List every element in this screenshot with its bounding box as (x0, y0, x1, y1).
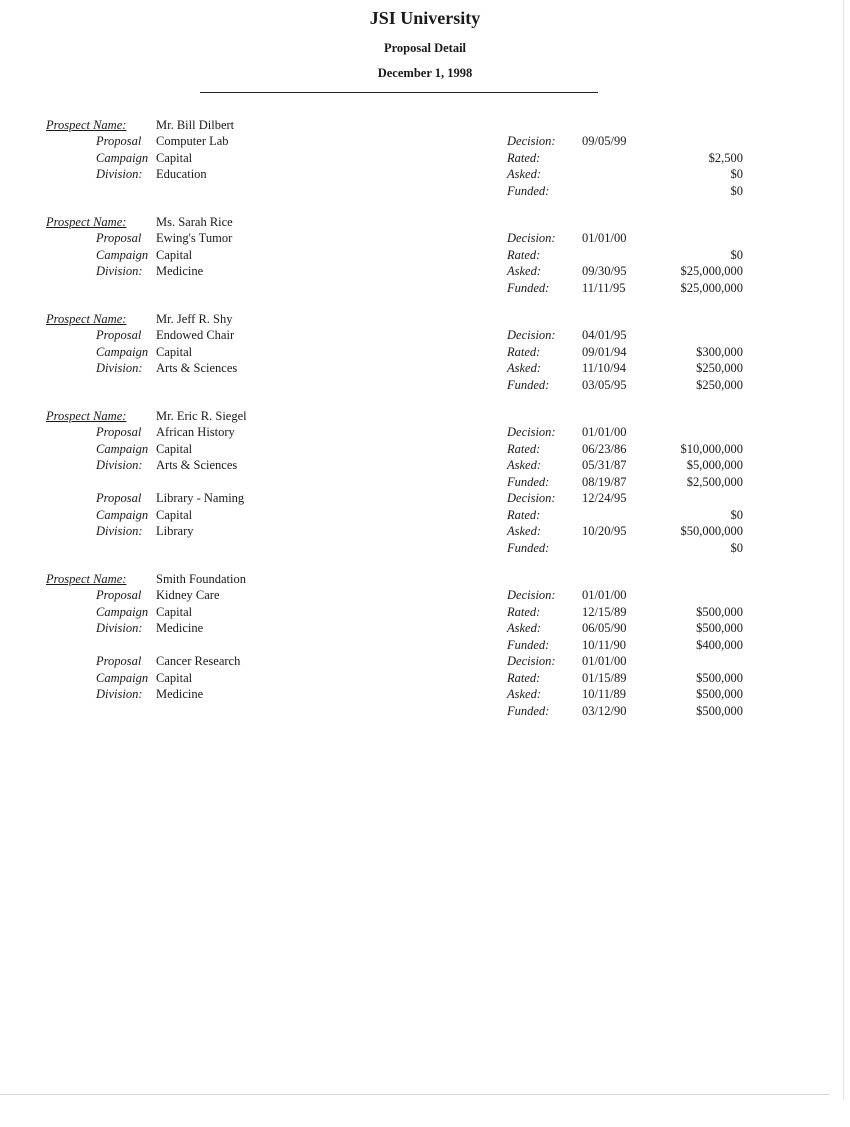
report-title: JSI University (369, 8, 481, 28)
proposal-label: Proposal (96, 134, 142, 149)
proposal-name: Endowed Chair (156, 328, 235, 343)
proposal-name: Ewing's Tumor (156, 231, 233, 246)
funded-amount: $25,000,000 (680, 280, 743, 295)
page-bottom-line (0, 1094, 830, 1095)
report-date: December 1, 1998 (377, 66, 473, 80)
division-label: Division: (96, 524, 143, 539)
rated-label: Rated: (507, 150, 541, 165)
campaign-label: Campaign (96, 441, 149, 456)
asked-date: 09/30/95 (582, 264, 627, 279)
decision-date: 01/01/00 (582, 425, 627, 440)
campaign-value: Capital (156, 344, 193, 359)
decision-label: Decision: (507, 491, 556, 506)
asked-amount: $250,000 (696, 361, 743, 376)
asked-label: Asked: (507, 687, 542, 702)
decision-date: 04/01/95 (582, 328, 627, 343)
division-label: Division: (96, 361, 143, 376)
campaign-value: Capital (156, 441, 193, 456)
rated-label: Rated: (507, 344, 541, 359)
page-edge-line (843, 0, 844, 1100)
decision-label: Decision: (507, 328, 556, 343)
division-value: Medicine (156, 687, 204, 702)
division-value: Medicine (156, 621, 204, 636)
decision-date: 09/05/99 (582, 134, 627, 149)
rated-date: 06/23/86 (582, 441, 627, 456)
proposal-label: Proposal (96, 231, 142, 246)
proposal-label: Proposal (96, 491, 142, 506)
proposal-name: African History (156, 425, 235, 440)
funded-date: 03/05/95 (582, 377, 627, 392)
funded-label: Funded: (507, 377, 550, 392)
prospect-name-label: Prospect Name: (46, 409, 127, 423)
proposal-label: Proposal (96, 654, 142, 669)
asked-amount: $500,000 (696, 621, 743, 636)
asked-amount: $50,000,000 (680, 524, 743, 539)
division-value: Medicine (156, 264, 204, 279)
funded-amount: $0 (730, 183, 743, 198)
decision-label: Decision: (507, 588, 556, 603)
funded-label: Funded: (507, 474, 550, 489)
division-value: Arts & Sciences (156, 361, 238, 376)
funded-amount: $250,000 (696, 377, 743, 392)
campaign-value: Capital (156, 150, 193, 165)
division-label: Division: (96, 621, 143, 636)
funded-label: Funded: (507, 540, 550, 555)
rated-amount: $500,000 (696, 604, 743, 619)
asked-label: Asked: (507, 167, 542, 182)
funded-date: 03/12/90 (582, 703, 627, 718)
prospect-name-label: Prospect Name: (46, 312, 127, 326)
proposal-name: Cancer Research (156, 654, 241, 669)
division-value: Library (156, 524, 194, 539)
rated-amount: $10,000,000 (680, 441, 743, 456)
asked-amount: $25,000,000 (680, 264, 743, 279)
asked-amount: $5,000,000 (686, 458, 743, 473)
decision-date: 12/24/95 (582, 491, 627, 506)
prospect-name-label: Prospect Name: (46, 215, 127, 229)
asked-label: Asked: (507, 361, 542, 376)
decision-label: Decision: (507, 425, 556, 440)
report-subtitle: Proposal Detail (383, 41, 467, 55)
funded-amount: $500,000 (696, 703, 743, 718)
decision-label: Decision: (507, 654, 556, 669)
prospect-name-label: Prospect Name: (46, 118, 127, 132)
asked-label: Asked: (507, 621, 542, 636)
campaign-label: Campaign (96, 344, 149, 359)
rated-label: Rated: (507, 604, 541, 619)
division-label: Division: (96, 458, 143, 473)
decision-date: 01/01/00 (582, 231, 627, 246)
funded-date: 10/11/90 (582, 637, 626, 652)
asked-date: 10/11/89 (582, 687, 626, 702)
division-label: Division: (96, 167, 143, 182)
decision-label: Decision: (507, 231, 556, 246)
proposal-label: Proposal (96, 588, 142, 603)
rated-date: 01/15/89 (582, 670, 627, 685)
proposal-name: Library - Naming (156, 491, 245, 506)
asked-date: 10/20/95 (582, 524, 627, 539)
campaign-label: Campaign (96, 247, 149, 262)
prospect-name: Smith Foundation (156, 572, 246, 586)
campaign-value: Capital (156, 507, 193, 522)
prospect-name-label: Prospect Name: (46, 572, 127, 586)
rated-label: Rated: (507, 670, 541, 685)
rated-label: Rated: (507, 507, 541, 522)
asked-amount: $0 (730, 167, 743, 182)
decision-date: 01/01/00 (582, 588, 627, 603)
rated-amount: $300,000 (696, 344, 743, 359)
campaign-value: Capital (156, 247, 193, 262)
rated-label: Rated: (507, 441, 541, 456)
asked-date: 06/05/90 (582, 621, 627, 636)
rated-amount: $2,500 (708, 150, 743, 165)
rated-amount: $0 (730, 247, 743, 262)
asked-label: Asked: (507, 264, 542, 279)
campaign-label: Campaign (96, 604, 149, 619)
rated-date: 12/15/89 (582, 604, 627, 619)
prospect-name: Ms. Sarah Rice (156, 215, 233, 229)
division-value: Education (156, 167, 207, 182)
prospect-name: Mr. Bill Dilbert (156, 118, 235, 132)
asked-amount: $500,000 (696, 687, 743, 702)
campaign-label: Campaign (96, 150, 149, 165)
funded-date: 11/11/95 (582, 280, 626, 295)
rated-label: Rated: (507, 247, 541, 262)
division-value: Arts & Sciences (156, 458, 238, 473)
asked-date: 05/31/87 (582, 458, 627, 473)
prospect-name: Mr. Jeff R. Shy (156, 312, 233, 326)
funded-amount: $400,000 (696, 637, 743, 652)
proposal-name: Kidney Care (156, 588, 220, 603)
funded-label: Funded: (507, 183, 550, 198)
proposal-label: Proposal (96, 425, 142, 440)
funded-amount: $0 (730, 540, 743, 555)
asked-label: Asked: (507, 524, 542, 539)
campaign-value: Capital (156, 604, 193, 619)
funded-label: Funded: (507, 703, 550, 718)
prospect-name: Mr. Eric R. Siegel (156, 409, 247, 423)
asked-date: 11/10/94 (582, 361, 626, 376)
rated-amount: $500,000 (696, 670, 743, 685)
campaign-label: Campaign (96, 507, 149, 522)
header-divider (200, 92, 598, 93)
division-label: Division: (96, 264, 143, 279)
division-label: Division: (96, 687, 143, 702)
decision-date: 01/01/00 (582, 654, 627, 669)
campaign-value: Capital (156, 670, 193, 685)
funded-label: Funded: (507, 280, 550, 295)
proposal-name: Computer Lab (156, 134, 229, 149)
funded-date: 08/19/87 (582, 474, 627, 489)
decision-label: Decision: (507, 134, 556, 149)
rated-amount: $0 (730, 507, 743, 522)
rated-date: 09/01/94 (582, 344, 627, 359)
funded-label: Funded: (507, 637, 550, 652)
campaign-label: Campaign (96, 670, 149, 685)
funded-amount: $2,500,000 (686, 474, 743, 489)
asked-label: Asked: (507, 458, 542, 473)
proposal-label: Proposal (96, 328, 142, 343)
